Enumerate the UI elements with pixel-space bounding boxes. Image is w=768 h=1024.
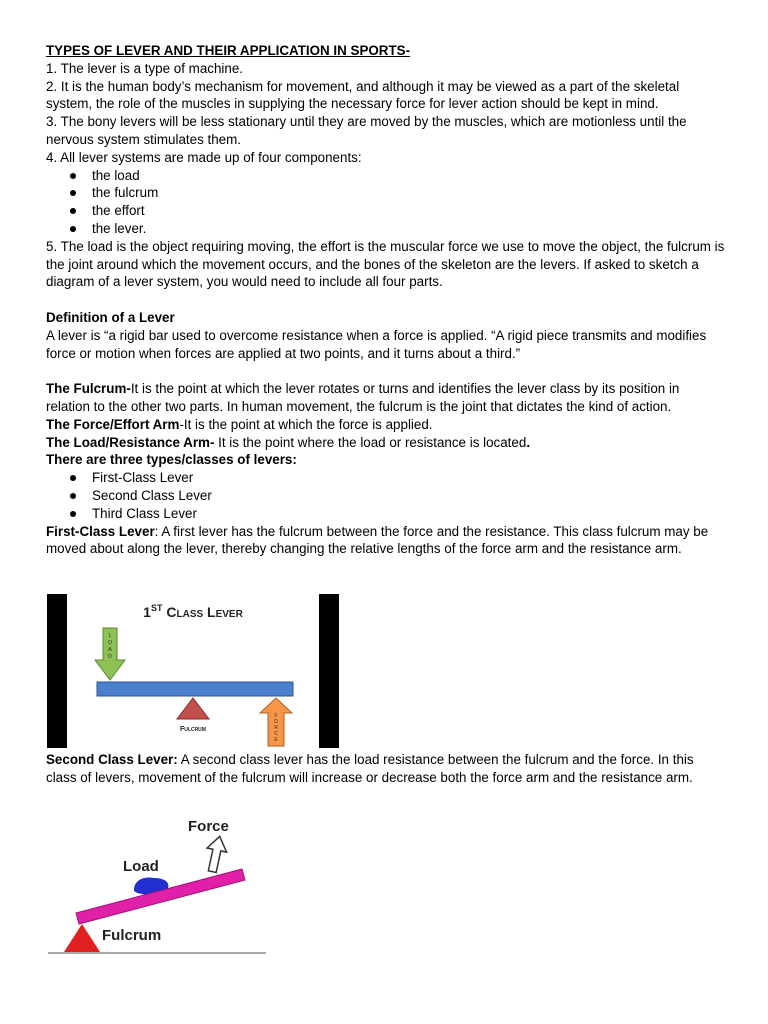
fulcrum-paragraph [46, 380, 726, 416]
intro-point-4: 4. All lever systems are made up of four components: [46, 149, 362, 165]
force-arrow [202, 834, 229, 873]
classes-list [46, 469, 726, 522]
svg-text:O: O [274, 719, 278, 725]
document-title: TYPES OF LEVER AND THEIR APPLICATION IN SPORTS- [46, 43, 411, 58]
fulcrum-text: It is the point at which the lever rotates or turns and identifies the lever class by its position in relation to the other two parts. In human movement, the fulcrum is the joint that dictates the kind of action. [46, 381, 680, 414]
load-text: It is the point where the load or resistance is located [214, 434, 527, 450]
first-class-lever-figure [47, 594, 339, 748]
load-end: . [526, 434, 531, 450]
svg-text:L: L [108, 633, 112, 639]
fulcrum-label: Fulcrum [180, 726, 206, 733]
svg-text:R: R [274, 725, 278, 731]
definition-text: A lever is “a rigid bar used to overcome resistance when a force is applied. “A rigid piece transmits and modifies force or motion when forces are applied at two points, and it turns about a third.” [46, 327, 707, 361]
fulcrum-label: The Fulcrum- [46, 381, 131, 397]
force-label: The Force/Effort Arm [46, 416, 180, 432]
definition-heading: Definition of a Lever [46, 309, 175, 325]
intro-point-1: 1. The lever is a type of machine. [46, 60, 243, 76]
fulcrum-triangle [64, 924, 100, 952]
intro-point-5: 5. The load is the object requiring moving, the effort is the muscular force we use to move the object, the fulcrum is the joint around which the movement occurs, and the bones of the skeleton are the levers. If asked to sketch a diagram of a lever system, you would need to include all four parts. [46, 238, 725, 290]
figure-frame-right [319, 594, 339, 748]
first-class-label: First-Class Lever [46, 523, 155, 539]
second-class-section [46, 751, 726, 787]
first-class-text: : A first lever has the fulcrum between the force and the resistance. This class fulcrum may be moved about along the lever, thereby changing the relative lengths of the force arm and the resistance arm. [46, 523, 709, 557]
types-heading: There are three types/classes of levers: [46, 452, 297, 468]
svg-text:C: C [274, 731, 278, 737]
load-label: The Load/Resistance Arm- [46, 434, 215, 450]
list-item: Second Class Lever [92, 487, 726, 505]
load-label: Load [123, 858, 159, 875]
intro-point-2: 2. It is the human body’s mechanism for movement, and although it may be viewed as a part of the skeletal system, the role of the muscles in supplying the necessary force for lever action should be kept in mind. [46, 78, 680, 112]
load-paragraph [46, 434, 726, 452]
lever-beam [76, 869, 245, 924]
force-paragraph [46, 416, 726, 434]
list-item: the fulcrum [92, 184, 726, 202]
second-class-paragraph [46, 751, 726, 787]
svg-text:D: D [108, 654, 112, 660]
list-item: Third Class Lever [92, 505, 726, 523]
figure-frame-left [47, 594, 67, 748]
list-item: First-Class Lever [92, 469, 726, 487]
first-class-paragraph [46, 523, 726, 559]
second-class-lever-figure [46, 812, 268, 956]
lever-beam [97, 682, 293, 696]
svg-text:E: E [274, 737, 278, 743]
force-label: Force [188, 818, 229, 835]
second-class-label: Second Class Lever: [46, 752, 178, 767]
fulcrum-label: Fulcrum [102, 927, 162, 944]
list-item: the effort [92, 202, 726, 220]
list-item: the load [92, 167, 726, 185]
document-body [46, 42, 726, 558]
figure1-title: 1ST Class Lever [143, 603, 243, 620]
list-item: the lever. [92, 220, 726, 238]
svg-text:A: A [108, 647, 112, 653]
svg-text:O: O [107, 640, 113, 646]
force-text: -It is the point at which the force is applied. [179, 416, 433, 432]
second-class-text: A second class lever has the load resistance between the fulcrum and the force. In this class of levers, movement of the fulcrum will increase or decrease both the force arm and the resistance arm. [46, 752, 694, 785]
intro-point-3: 3. The bony levers will be less stationary until they are moved by the muscles, which are motionless until the nervous system stimulates them. [46, 114, 687, 147]
svg-text:F: F [274, 713, 278, 719]
components-list [46, 167, 726, 238]
